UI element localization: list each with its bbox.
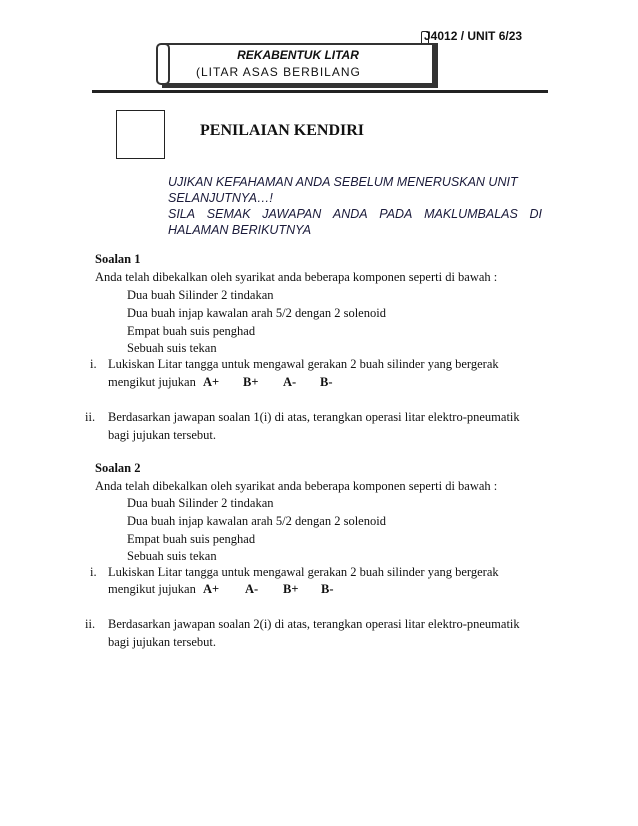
- question-2-component: Empat buah suis penghad: [127, 532, 256, 546]
- question-2-part-i-text-2: mengikut jujukan: [108, 582, 196, 596]
- header-rule: [92, 90, 548, 93]
- sequence-step: A+: [203, 375, 220, 389]
- instruction-word: DI: [529, 207, 542, 221]
- sequence-step: B+: [283, 582, 299, 596]
- instruction-word: SILA: [168, 207, 196, 221]
- title-banner: [162, 43, 438, 88]
- instruction-line-1: UJIKAN KEFAHAMAN ANDA SEBELUM MENERUSKAN UNIT: [168, 175, 518, 189]
- section-title: PENILAIAN KENDIRI: [200, 122, 365, 139]
- question-2-sequence: [203, 582, 334, 597]
- header-code: J4012 / UNIT 6/23: [424, 29, 523, 43]
- empty-box-icon: [116, 110, 165, 159]
- question-2-part-ii-label: ii.: [85, 617, 96, 631]
- question-2-component: Dua buah injap kawalan arah 5/2 dengan 2 solenoid: [127, 514, 386, 528]
- sequence-step: A-: [283, 375, 297, 389]
- question-2-title: Soalan 2: [95, 461, 141, 475]
- sequence-step: A+: [203, 582, 220, 596]
- question-2-component: Dua buah Silinder 2 tindakan: [127, 496, 274, 510]
- sequence-step: B-: [321, 582, 334, 596]
- question-2-part-i-text: Lukiskan Litar tangga untuk mengawal gerakan 2 buah silinder yang bergerak: [108, 565, 499, 579]
- question-1-title: Soalan 1: [95, 252, 141, 266]
- instruction-word: PADA: [379, 207, 413, 221]
- question-2-part-ii-text-2: bagi jujukan tersebut.: [108, 635, 216, 649]
- banner-subtitle: (LITAR ASAS BERBILANG: [196, 65, 361, 79]
- instruction-word: SEMAK: [206, 207, 251, 221]
- question-2-part-ii-text: Berdasarkan jawapan soalan 2(i) di atas, terangkan operasi litar elektro-pneumatik: [108, 617, 520, 631]
- sequence-step: A-: [245, 582, 259, 596]
- question-2-part-i-label: i.: [90, 565, 97, 579]
- question-1-intro: Anda telah dibekalkan oleh syarikat anda beberapa komponen seperti di bawah :: [95, 270, 498, 284]
- question-1-component: Sebuah suis tekan: [127, 341, 217, 355]
- question-1-component: Dua buah Silinder 2 tindakan: [127, 288, 274, 302]
- sequence-step: B+: [243, 375, 259, 389]
- instruction-word: MAKLUMBALAS: [424, 207, 518, 221]
- question-1-part-ii-label: ii.: [85, 410, 96, 424]
- question-1-part-i-text: Lukiskan Litar tangga untuk mengawal gerakan 2 buah silinder yang bergerak: [108, 357, 499, 371]
- banner-title: REKABENTUK LITAR: [237, 48, 359, 62]
- instruction-word: JAWAPAN: [262, 207, 322, 221]
- question-2-component: Sebuah suis tekan: [127, 549, 217, 563]
- question-1-part-ii-text-2: bagi jujukan tersebut.: [108, 428, 216, 442]
- question-1-part-i-text-2: mengikut jujukan: [108, 375, 196, 389]
- sequence-step: B-: [320, 375, 333, 389]
- question-1-part-i-label: i.: [90, 357, 97, 371]
- question-1-component: Dua buah injap kawalan arah 5/2 dengan 2 solenoid: [127, 306, 386, 320]
- question-1-component: Empat buah suis penghad: [127, 324, 256, 338]
- question-1-sequence: [203, 375, 333, 390]
- instruction-word: ANDA: [332, 207, 368, 221]
- question-1-part-ii-text: Berdasarkan jawapan soalan 1(i) di atas, terangkan operasi litar elektro-pneumatik: [108, 410, 520, 424]
- question-2-intro: Anda telah dibekalkan oleh syarikat anda beberapa komponen seperti di bawah :: [95, 479, 498, 493]
- scroll-curl-icon: [156, 43, 170, 85]
- instruction-line-4: HALAMAN BERIKUTNYA: [168, 223, 312, 237]
- instruction-line-2: SELANJUTNYA…!: [168, 191, 273, 205]
- instruction-line-3: [168, 207, 542, 221]
